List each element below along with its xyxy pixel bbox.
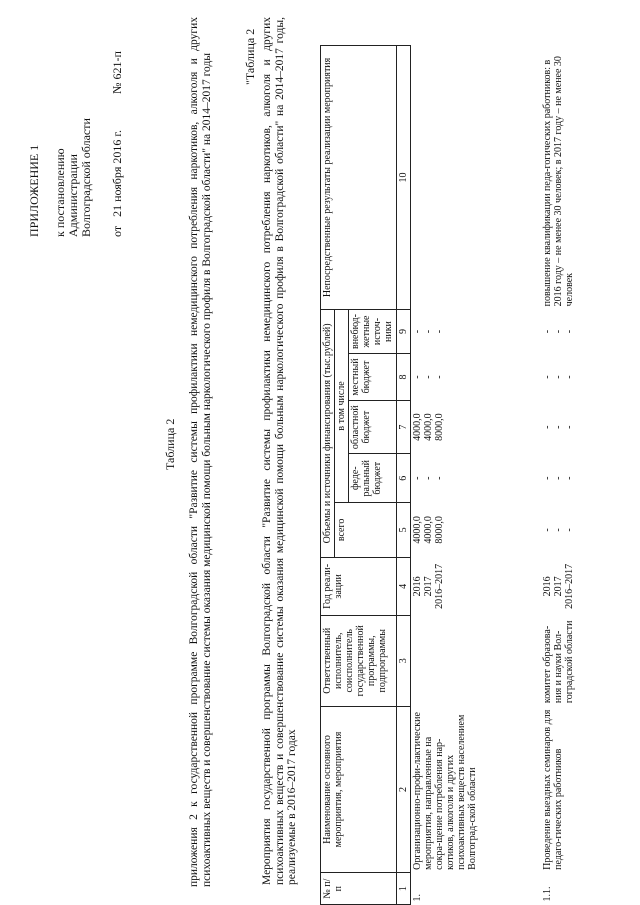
header-regional: областной бюджет: [349, 400, 397, 454]
row-result: повышение квалификации педа-гогических работников: в 2016 году – не менее 30 человек; в 2017 году – не менее 30 человек: [541, 56, 575, 307]
row-num: 1.: [412, 894, 423, 902]
appendix-title: ПРИЛОЖЕНИЕ 1: [27, 144, 41, 237]
col-number: 5: [397, 502, 411, 557]
row-federal: - - -: [412, 476, 445, 480]
date-value: 21 ноября 2016 г.: [110, 130, 124, 217]
col-number: 4: [397, 557, 411, 615]
row-federal: - - -: [541, 476, 575, 480]
row-total: - - -: [541, 528, 575, 532]
header-result: Непосредственные результаты реализации мероприятия: [321, 46, 397, 310]
doc-number: № 621-п: [110, 51, 124, 94]
row-total: 4000,0 4000,0 8000,0: [412, 516, 445, 544]
appendix-org2: Волгоградской области: [79, 118, 93, 237]
col-number: 9: [397, 309, 411, 353]
col-number: 3: [397, 615, 411, 706]
header-including: в том числе: [335, 309, 349, 502]
row-extra: - - -: [412, 329, 445, 334]
table-label-quote: "Таблица 2: [243, 28, 257, 85]
row-name: Организационно-профи-лактические мероприятия, направленные на сокра-щение потребления нар-котиков, алкоголя и других психоактивных веществ населением Волгоград-ской области: [412, 712, 478, 870]
table-row: [541, 46, 611, 905]
header-responsible: Ответственный исполнитель, соисполнитель государственной программы, подпрограммы: [321, 615, 397, 706]
header-year: Год реали-зации: [321, 557, 397, 615]
measures-table: [320, 45, 611, 905]
program-paragraph: приложения 2 к государственной программе Волгоградской области "Развитие системы профилактики немедицинского потребления наркотиков, алкоголя и других психоактивных веществ и совершенствование системы оказания медицинской помощи больным наркологического профиля в Волгоградской области" на 2014–2017 годы: [188, 17, 213, 887]
appendix-to: к постановлению: [53, 148, 67, 237]
header-volume: Объемы и источники финансирования (тыс.рублей): [321, 309, 335, 557]
row-responsible: [411, 615, 541, 706]
header-total: всего: [335, 502, 397, 557]
col-number: 2: [397, 706, 411, 873]
appendix-date-line: [111, 51, 124, 237]
row-regional: 4000,0 4000,0 8000,0: [412, 413, 445, 441]
col-number: 10: [397, 46, 411, 310]
row-responsible: комитет образова-ния и науки Вол-гоградской области: [541, 620, 575, 704]
row-regional: - - -: [541, 425, 575, 429]
table-row: [411, 46, 541, 905]
measures-paragraph: Мероприятия государственной программы Волгоградской области "Развитие системы профилактики немедицинского потребления наркотиков, алкоголя и других психоактивных веществ и совершенствование системы оказания медицинской помощи больным наркологического профиля в Волгоградской области" на 2014–2017 годы, реализуемые в 2016–2017 годах: [261, 17, 298, 885]
col-number: 7: [397, 400, 411, 454]
date-prefix: от: [110, 225, 124, 237]
header-local: местный бюджет: [349, 354, 397, 401]
row-extra: - - -: [541, 329, 575, 334]
row-local: - - -: [541, 375, 575, 379]
table-label: Таблица 2: [163, 418, 177, 470]
col-number: 6: [397, 454, 411, 503]
col-number: 8: [397, 354, 411, 401]
header-name: Наименование основного мероприятия, мероприятия: [321, 706, 397, 873]
row-years: 2016 2017 2016–2017: [541, 563, 575, 609]
row-local: - - -: [412, 375, 445, 379]
col-number: 1: [397, 873, 411, 905]
header-extra: внебюд-жетные источ-ники: [349, 309, 397, 353]
header-federal: феде-ральный бюджет: [349, 454, 397, 503]
row-num: 1.1.: [541, 886, 553, 902]
row-name: Проведение выездных семинаров для педаго-гических работников: [541, 709, 564, 870]
row-years: 2016 2017 2016–2017: [412, 563, 445, 609]
appendix-org1: Администрации: [66, 154, 80, 237]
header-num: № п/п: [321, 873, 397, 905]
row-result: [411, 46, 541, 310]
